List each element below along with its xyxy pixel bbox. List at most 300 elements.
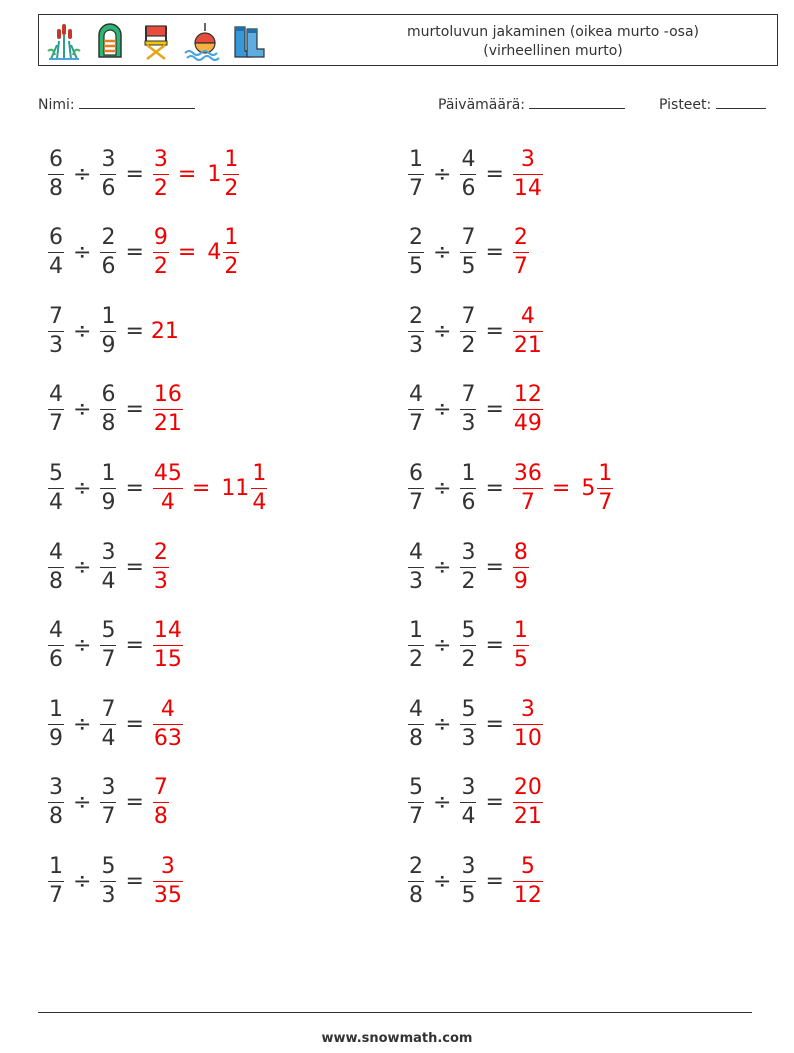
problem-2	[406, 144, 545, 204]
date-blank[interactable]	[529, 94, 625, 109]
divide-sign: ÷	[73, 240, 92, 266]
divisor-fraction-bar	[460, 488, 476, 489]
divisor-fraction-denominator: 4	[101, 568, 116, 594]
mixed-fraction-part-numerator: 1	[224, 225, 239, 251]
score-blank[interactable]	[716, 94, 766, 109]
answer-fraction-numerator: 9	[153, 225, 168, 251]
mixed-fraction-part-numerator: 1	[252, 460, 267, 486]
divide-sign: ÷	[433, 711, 452, 737]
divisor-fraction-denominator: 6	[461, 489, 476, 515]
answer-fraction	[153, 698, 183, 751]
dividend-fraction-bar	[48, 881, 64, 882]
problem-12	[406, 537, 531, 597]
answer-fraction-denominator: 15	[153, 647, 182, 673]
divisor-fraction-bar	[460, 331, 476, 332]
problem-4	[406, 223, 531, 283]
divisor-fraction	[460, 305, 476, 358]
answer-fraction-numerator: 12	[513, 382, 542, 408]
dividend-fraction-denominator: 8	[409, 882, 423, 908]
dividend-fraction-denominator: 8	[49, 568, 63, 594]
dividend-fraction	[408, 305, 424, 358]
answer-fraction-numerator: 45	[153, 460, 182, 486]
answer-fraction-numerator: 5	[520, 853, 535, 879]
divisor-fraction	[460, 462, 476, 515]
answer-fraction	[513, 383, 543, 436]
dividend-fraction	[408, 226, 424, 279]
dividend-fraction	[48, 383, 64, 436]
dividend-fraction-denominator: 8	[49, 804, 63, 830]
answer-fraction-numerator: 3	[520, 696, 535, 722]
mixed-fraction-part	[223, 226, 239, 279]
answer-fraction-denominator: 21	[153, 411, 182, 437]
divide-sign: ÷	[433, 475, 452, 501]
divisor-fraction-bar	[100, 252, 116, 253]
dividend-fraction	[408, 776, 424, 829]
mixed-fraction-part	[251, 462, 267, 515]
equals-sign: =	[485, 790, 504, 816]
answer-fraction-bar	[513, 174, 543, 175]
mixed-fraction-part	[597, 462, 613, 515]
answer-fraction	[153, 541, 169, 594]
divisor-fraction-bar	[100, 802, 116, 803]
divisor-fraction-denominator: 2	[461, 332, 476, 358]
divisor-fraction-bar	[100, 567, 116, 568]
divide-sign: ÷	[433, 161, 452, 187]
name-field	[38, 94, 195, 113]
equals-sign: =	[485, 868, 504, 894]
dividend-fraction	[48, 855, 64, 908]
mixed-whole-part: 11	[221, 475, 250, 501]
dividend-fraction	[48, 305, 64, 358]
divisor-fraction-denominator: 8	[101, 411, 116, 437]
divisor-fraction-numerator: 5	[461, 696, 476, 722]
dividend-fraction-numerator: 4	[409, 382, 423, 408]
divisor-fraction-numerator: 6	[101, 382, 116, 408]
answer-fraction-bar	[513, 409, 543, 410]
dividend-fraction	[48, 226, 64, 279]
divisor-fraction-denominator: 6	[101, 254, 116, 280]
answer-fraction-numerator: 4	[520, 303, 535, 329]
answer-fraction-bar	[513, 645, 529, 646]
answer-equals-sign: =	[191, 475, 211, 501]
problem-11	[46, 537, 171, 597]
answer-fraction-denominator: 2	[153, 175, 168, 201]
divisor-fraction-numerator: 3	[461, 775, 476, 801]
dividend-fraction-bar	[408, 881, 424, 882]
answer-fraction-denominator: 2	[153, 254, 168, 280]
divisor-fraction	[460, 698, 476, 751]
dividend-fraction-bar	[408, 802, 424, 803]
equals-sign: =	[485, 161, 504, 187]
dividend-fraction-bar	[48, 802, 64, 803]
answer-equals-sign: =	[177, 161, 197, 187]
mixed-fraction-part-numerator: 1	[224, 146, 239, 172]
dividend-fraction-bar	[408, 174, 424, 175]
divisor-fraction	[460, 148, 476, 201]
divisor-fraction-numerator: 3	[101, 775, 116, 801]
dividend-fraction-numerator: 6	[49, 146, 63, 172]
divide-sign: ÷	[73, 790, 92, 816]
divisor-fraction-numerator: 7	[461, 225, 476, 251]
divisor-fraction	[460, 226, 476, 279]
answer-fraction-bar	[513, 881, 543, 882]
problem-13	[46, 616, 185, 676]
equals-sign: =	[125, 868, 144, 894]
divisor-fraction-denominator: 5	[461, 254, 476, 280]
divide-sign: ÷	[433, 240, 452, 266]
title-line-2: (virheellinen murto)	[483, 43, 623, 59]
divisor-fraction-bar	[100, 881, 116, 882]
dividend-fraction-numerator: 4	[409, 696, 423, 722]
dividend-fraction-numerator: 5	[409, 775, 423, 801]
answer-fraction-numerator: 16	[153, 382, 182, 408]
dividend-fraction-numerator: 4	[49, 539, 63, 565]
equals-sign: =	[125, 397, 144, 423]
divisor-fraction-denominator: 9	[101, 332, 116, 358]
divisor-fraction-denominator: 6	[461, 175, 476, 201]
dividend-fraction	[48, 698, 64, 751]
mixed-fraction-part-denominator: 2	[224, 254, 239, 280]
answer-fraction-bar	[513, 488, 543, 489]
answer-fraction	[513, 541, 529, 594]
answer-fraction-denominator: 35	[153, 882, 182, 908]
divisor-fraction-bar	[100, 174, 116, 175]
dividend-fraction-numerator: 4	[49, 382, 63, 408]
dividend-fraction-numerator: 2	[409, 225, 423, 251]
divisor-fraction-bar	[460, 724, 476, 725]
equals-sign: =	[485, 240, 504, 266]
answer-fraction-denominator: 63	[153, 725, 182, 751]
answer-fraction-denominator: 7	[520, 489, 535, 515]
mixed-fraction-part-bar	[223, 174, 239, 175]
divide-sign: ÷	[73, 397, 92, 423]
answer-fraction-bar	[153, 802, 169, 803]
equals-sign: =	[485, 475, 504, 501]
answer-fraction-numerator: 2	[153, 539, 168, 565]
mixed-fraction-part-denominator: 4	[252, 489, 267, 515]
equals-sign: =	[125, 633, 144, 659]
divisor-fraction-bar	[460, 409, 476, 410]
dividend-fraction-numerator: 1	[409, 146, 423, 172]
dividend-fraction-bar	[408, 567, 424, 568]
divisor-fraction-denominator: 4	[101, 725, 116, 751]
answer-whole-number: 21	[150, 318, 179, 344]
answer-fraction	[153, 226, 169, 279]
answer-fraction-denominator: 9	[513, 568, 528, 594]
answer-fraction	[513, 462, 543, 515]
dividend-fraction-bar	[48, 724, 64, 725]
answer-fraction-numerator: 14	[153, 618, 182, 644]
divide-sign: ÷	[433, 318, 452, 344]
answer-fraction-numerator: 20	[513, 775, 542, 801]
divisor-fraction-numerator: 3	[101, 539, 116, 565]
divide-sign: ÷	[73, 633, 92, 659]
answer-equals-sign: =	[177, 240, 197, 266]
equals-sign: =	[125, 161, 144, 187]
divisor-fraction-denominator: 2	[461, 647, 476, 673]
problem-16	[406, 694, 545, 754]
answer-fraction-denominator: 21	[513, 332, 542, 358]
folding-chair-icon	[137, 21, 175, 61]
equals-sign: =	[485, 633, 504, 659]
answer-fraction-bar	[513, 567, 529, 568]
answer-fraction-denominator: 14	[513, 175, 542, 201]
dividend-fraction-numerator: 6	[49, 225, 63, 251]
divisor-fraction-denominator: 5	[461, 882, 476, 908]
dividend-fraction-bar	[48, 174, 64, 175]
divisor-fraction-bar	[100, 724, 116, 725]
answer-fraction-denominator: 49	[513, 411, 542, 437]
divisor-fraction-numerator: 7	[101, 696, 116, 722]
dividend-fraction-denominator: 7	[49, 411, 63, 437]
divide-sign: ÷	[73, 868, 92, 894]
answer-fraction-bar	[153, 174, 169, 175]
problem-8	[406, 380, 545, 440]
dividend-fraction	[408, 462, 424, 515]
dividend-fraction	[48, 776, 64, 829]
dividend-fraction	[48, 541, 64, 594]
equals-sign: =	[125, 240, 144, 266]
equals-sign: =	[485, 554, 504, 580]
equals-sign: =	[125, 711, 144, 737]
dividend-fraction-numerator: 3	[49, 775, 63, 801]
dividend-fraction-numerator: 7	[49, 303, 63, 329]
answer-fraction-bar	[513, 252, 529, 253]
dividend-fraction-denominator: 3	[409, 568, 423, 594]
divisor-fraction-denominator: 2	[461, 568, 476, 594]
answer-fraction-numerator: 2	[513, 225, 528, 251]
answer-fraction-bar	[153, 724, 183, 725]
equals-sign: =	[485, 711, 504, 737]
problem-20	[406, 851, 545, 911]
divide-sign: ÷	[73, 318, 92, 344]
divisor-fraction-numerator: 4	[461, 146, 476, 172]
reeds-icon	[45, 21, 83, 61]
mixed-fraction-part-denominator: 7	[598, 489, 613, 515]
divisor-fraction	[100, 305, 116, 358]
divisor-fraction-denominator: 7	[101, 647, 116, 673]
divisor-fraction-numerator: 3	[461, 853, 476, 879]
divisor-fraction-bar	[460, 645, 476, 646]
divisor-fraction-numerator: 5	[461, 618, 476, 644]
answer-fraction-denominator: 8	[153, 804, 168, 830]
mixed-fraction-part-bar	[597, 488, 613, 489]
problem-14	[406, 616, 531, 676]
divisor-fraction-numerator: 1	[101, 460, 116, 486]
divisor-fraction-numerator: 1	[101, 303, 116, 329]
dividend-fraction-numerator: 2	[409, 853, 423, 879]
answer-fraction	[513, 619, 529, 672]
answer-fraction-bar	[153, 409, 183, 410]
answer-fraction-numerator: 1	[513, 618, 528, 644]
divisor-fraction-bar	[460, 802, 476, 803]
answer-fraction	[513, 305, 543, 358]
divisor-fraction-bar	[460, 567, 476, 568]
answer-fraction-numerator: 3	[153, 146, 168, 172]
problem-10	[406, 458, 615, 518]
date-label: Päivämäärä:	[438, 97, 525, 113]
dividend-fraction-denominator: 3	[49, 332, 63, 358]
mixed-whole-part: 4	[207, 240, 222, 266]
answer-fraction-bar	[513, 331, 543, 332]
dividend-fraction-denominator: 7	[409, 175, 423, 201]
divisor-fraction	[460, 383, 476, 436]
divisor-fraction	[460, 776, 476, 829]
equals-sign: =	[125, 554, 144, 580]
footer-url: www.snowmath.com	[321, 1031, 473, 1046]
dividend-fraction	[408, 541, 424, 594]
divisor-fraction	[100, 226, 116, 279]
problem-7	[46, 380, 185, 440]
mixed-fraction-part-numerator: 1	[598, 460, 613, 486]
answer-fraction	[513, 855, 543, 908]
divisor-fraction-numerator: 5	[101, 853, 116, 879]
dividend-fraction-bar	[48, 645, 64, 646]
answer-fraction-bar	[153, 567, 169, 568]
divisor-fraction	[460, 541, 476, 594]
score-label: Pisteet:	[659, 97, 712, 113]
answer-fraction	[513, 226, 529, 279]
dividend-fraction-numerator: 2	[409, 303, 423, 329]
dividend-fraction-bar	[408, 409, 424, 410]
dividend-fraction-denominator: 4	[49, 254, 63, 280]
problem-9	[46, 458, 269, 518]
answer-fraction-numerator: 36	[513, 460, 542, 486]
divisor-fraction-bar	[100, 488, 116, 489]
dividend-fraction-numerator: 6	[409, 460, 423, 486]
date-field	[438, 94, 625, 113]
dividend-fraction-bar	[48, 331, 64, 332]
answer-fraction-bar	[153, 881, 183, 882]
dividend-fraction-denominator: 7	[49, 882, 63, 908]
divisor-fraction-numerator: 7	[461, 303, 476, 329]
divide-sign: ÷	[433, 868, 452, 894]
divisor-fraction-numerator: 7	[461, 382, 476, 408]
answer-fraction	[153, 383, 183, 436]
dividend-fraction-numerator: 4	[49, 618, 63, 644]
dividend-fraction-bar	[408, 252, 424, 253]
dividend-fraction-numerator: 4	[409, 539, 423, 565]
problem-19	[46, 851, 185, 911]
divisor-fraction-denominator: 7	[101, 804, 116, 830]
mixed-fraction-part-bar	[223, 252, 239, 253]
equals-sign: =	[485, 318, 504, 344]
dividend-fraction-denominator: 7	[409, 411, 423, 437]
answer-fraction-denominator: 3	[153, 568, 168, 594]
dividend-fraction-bar	[48, 488, 64, 489]
dividend-fraction-denominator: 2	[409, 647, 423, 673]
dividend-fraction-denominator: 8	[409, 725, 423, 751]
header-icons	[45, 21, 267, 61]
answer-fraction	[153, 855, 183, 908]
divisor-fraction	[100, 855, 116, 908]
equals-sign: =	[485, 397, 504, 423]
dividend-fraction-bar	[48, 567, 64, 568]
divisor-fraction	[100, 383, 116, 436]
dividend-fraction-bar	[408, 331, 424, 332]
divisor-fraction-numerator: 3	[461, 539, 476, 565]
divisor-fraction-numerator: 1	[461, 460, 476, 486]
divisor-fraction	[100, 619, 116, 672]
divisor-fraction	[100, 541, 116, 594]
score-field	[659, 94, 766, 113]
divide-sign: ÷	[433, 554, 452, 580]
answer-fraction-numerator: 3	[520, 146, 535, 172]
answer-fraction	[513, 698, 543, 751]
answer-fraction-numerator: 7	[153, 775, 168, 801]
mixed-fraction-part-bar	[251, 488, 267, 489]
worksheet-header	[38, 14, 778, 66]
divisor-fraction-numerator: 2	[101, 225, 116, 251]
dividend-fraction-denominator: 6	[49, 647, 63, 673]
answer-fraction-denominator: 10	[513, 725, 542, 751]
divisor-fraction-denominator: 3	[461, 411, 476, 437]
problem-1	[46, 144, 241, 204]
worksheet-title	[353, 23, 753, 61]
name-label: Nimi:	[38, 97, 75, 113]
answer-fraction-bar	[513, 724, 543, 725]
divide-sign: ÷	[73, 554, 92, 580]
mixed-whole-part: 1	[207, 161, 222, 187]
divisor-fraction	[100, 776, 116, 829]
dividend-fraction-numerator: 5	[49, 460, 63, 486]
problem-18	[406, 773, 545, 833]
divisor-fraction	[460, 855, 476, 908]
answer-fraction-bar	[513, 802, 543, 803]
divisor-fraction-denominator: 3	[101, 882, 116, 908]
mixed-fraction-part-denominator: 2	[224, 175, 239, 201]
answer-fraction-numerator: 8	[513, 539, 528, 565]
dividend-fraction-denominator: 5	[409, 254, 423, 280]
dividend-fraction	[48, 148, 64, 201]
dividend-fraction-denominator: 7	[409, 489, 423, 515]
answer-fraction-denominator: 5	[513, 647, 528, 673]
title-line-1: murtoluvun jakaminen (oikea murto -osa)	[407, 24, 699, 40]
answer-fraction	[153, 148, 169, 201]
problem-5	[46, 301, 179, 361]
dividend-fraction	[408, 148, 424, 201]
answer-fraction	[513, 776, 543, 829]
dividend-fraction-numerator: 1	[409, 618, 423, 644]
dividend-fraction-numerator: 1	[49, 853, 63, 879]
dividend-fraction-denominator: 3	[409, 332, 423, 358]
dividend-fraction	[48, 619, 64, 672]
divisor-fraction	[100, 698, 116, 751]
mixed-whole-part: 5	[581, 475, 596, 501]
answer-fraction	[513, 148, 543, 201]
answer-fraction	[153, 462, 183, 515]
answer-fraction-numerator: 3	[160, 853, 175, 879]
dividend-fraction-bar	[408, 724, 424, 725]
answer-fraction-bar	[153, 645, 183, 646]
dividend-fraction-numerator: 1	[49, 696, 63, 722]
divide-sign: ÷	[73, 475, 92, 501]
divisor-fraction	[100, 148, 116, 201]
dividend-fraction-denominator: 8	[49, 175, 63, 201]
divisor-fraction-denominator: 3	[461, 725, 476, 751]
divisor-fraction-bar	[100, 409, 116, 410]
dividend-fraction	[408, 855, 424, 908]
answer-fraction-bar	[153, 488, 183, 489]
answer-equals-sign: =	[551, 475, 571, 501]
divisor-fraction	[460, 619, 476, 672]
name-blank[interactable]	[79, 94, 195, 109]
divide-sign: ÷	[73, 711, 92, 737]
dividend-fraction	[48, 462, 64, 515]
problem-17	[46, 773, 171, 833]
answer-fraction-denominator: 21	[513, 804, 542, 830]
dividend-fraction-denominator: 4	[49, 489, 63, 515]
